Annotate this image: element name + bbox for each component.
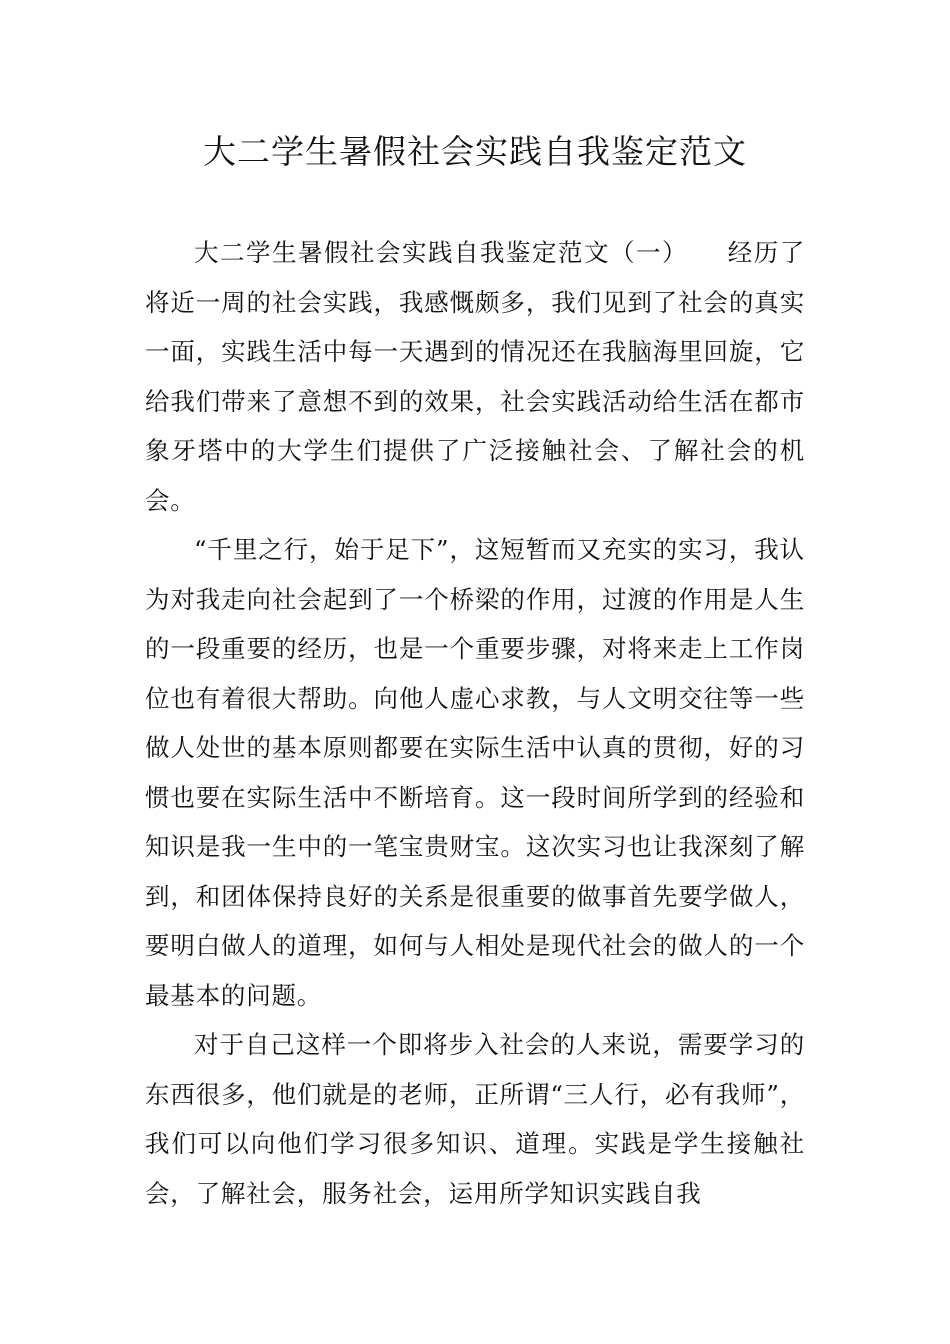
paragraph-2: “千里之行，始于足下”，这短暂而又充实的实习，我认为对我走向社会起到了一个桥梁的作用，过渡的作用是人生的一段重要的经历，也是一个重要步骤，对将来走上工作岗位也有着很大帮助。向他人虚心求教，与人文明交往等一些做人处世的基本原则都要在实际生活中认真的贯彻，好的习惯也要在实际生活中不断培育。这一段时间所学到的经验和知识是我一生中的一笔宝贵财宝。这次实习也让我深刻了解到，和团体保持良好的关系是很重要的做事首先要学做人，要明白做人的道理，如何与人相处是现代社会的做人的一个最基本的问题。 bbox=[145, 535, 805, 1010]
paragraph-3: 对于自己这样一个即将步入社会的人来说，需要学习的东西很多，他们就是的老师，正所谓“三人行，必有我师”，我们可以向他们学习很多知识、道理。实践是学生接触社会，了解社会，服务社会，运用所学知识实践自我 bbox=[145, 1030, 805, 1208]
document-title: 大二学生暑假社会实践自我鉴定范文 bbox=[203, 132, 747, 171]
paragraph-1: 大二学生暑假社会实践自我鉴定范文（一） 经历了将近一周的社会实践，我感慨颇多，我们见到了社会的真实一面，实践生活中每一天遇到的情况还在我脑海里回旋，它给我们带来了意想不到的效果，社会实践活动给生活在都市象牙塔中的大学生们提供了广泛接触社会、了解社会的机会。 bbox=[145, 238, 805, 515]
document-body bbox=[145, 228, 805, 1218]
